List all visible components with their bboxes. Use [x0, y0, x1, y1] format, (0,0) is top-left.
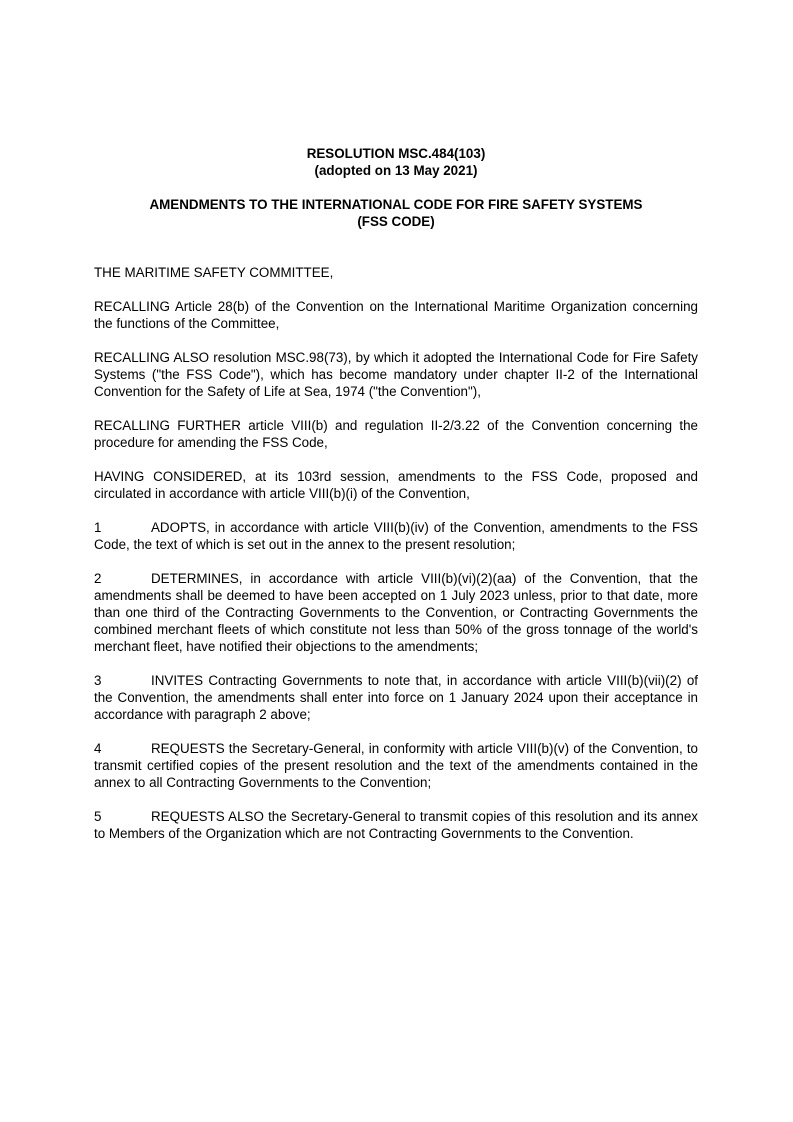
paragraph-text: DETERMINES, in accordance with article VIII(b)(vi)(2)(aa) of the Convention, that the amendments shall be deemed to have been accepted on 1 July 2023 unless, prior to that date, more than one third of the Contracting Governments to the Convention, or Contracting Governments the combined merchant fleets of which constitute not less than 50% of the gross tonnage of the world's merchant fleet, have notified their objections to the amendments;: [94, 571, 698, 654]
paragraph-number: 2: [94, 571, 102, 586]
paragraph-number: 4: [94, 741, 102, 756]
paragraph-number: 3: [94, 673, 102, 688]
subject-code: (FSS CODE): [357, 214, 435, 229]
document-subject: [94, 196, 698, 230]
preamble-recalling-further: RECALLING FURTHER article VIII(b) and regulation II-2/3.22 of the Convention concerning the procedure for amending the FSS Code,: [94, 418, 698, 450]
paragraph-number: 5: [94, 809, 102, 824]
paragraph-text: REQUESTS ALSO the Secretary-General to transmit copies of this resolution and its annex to Members of the Organization which are not Contracting Governments to the Convention.: [94, 809, 698, 841]
operative-paragraph-3: [94, 672, 698, 723]
subject-title: AMENDMENTS TO THE INTERNATIONAL CODE FOR FIRE SAFETY SYSTEMS: [149, 197, 643, 212]
operative-paragraph-4: [94, 740, 698, 791]
operative-paragraph-1: [94, 519, 698, 553]
document-page: [94, 145, 698, 859]
paragraph-text: REQUESTS the Secretary-General, in conformity with article VIII(b)(v) of the Convention, to transmit certified copies of the present resolution and the text of the amendments contained in the annex to all Contracting Governments to the Convention;: [94, 741, 698, 790]
preamble-recalling: RECALLING Article 28(b) of the Convention on the International Maritime Organization concerning the functions of the Committee,: [94, 299, 698, 331]
paragraph-text: INVITES Contracting Governments to note that, in accordance with article VIII(b)(vii)(2) of the Convention, the amendments shall enter into force on 1 January 2024 upon their acceptance in accordance with paragraph 2 above;: [94, 673, 698, 722]
operative-paragraph-5: [94, 808, 698, 842]
preamble-recalling-also: RECALLING ALSO resolution MSC.98(73), by which it adopted the International Code for Fire Safety Systems ("the FSS Code"), which has become mandatory under chapter II-2 of the International Convention for the Safety of Life at Sea, 1974 ("the Convention"),: [94, 350, 698, 399]
resolution-heading: [94, 145, 698, 179]
operative-paragraph-2: [94, 570, 698, 655]
paragraph-number: 1: [94, 520, 102, 535]
resolution-title: RESOLUTION MSC.484(103): [306, 146, 486, 161]
paragraph-text: ADOPTS, in accordance with article VIII(b)(iv) of the Convention, amendments to the FSS Code, the text of which is set out in the annex to the present resolution;: [94, 520, 698, 552]
preamble-committee: THE MARITIME SAFETY COMMITTEE,: [94, 265, 334, 280]
preamble-having-considered: HAVING CONSIDERED, at its 103rd session, amendments to the FSS Code, proposed and circulated in accordance with article VIII(b)(i) of the Convention,: [94, 469, 698, 501]
adoption-date: (adopted on 13 May 2021): [314, 163, 478, 178]
